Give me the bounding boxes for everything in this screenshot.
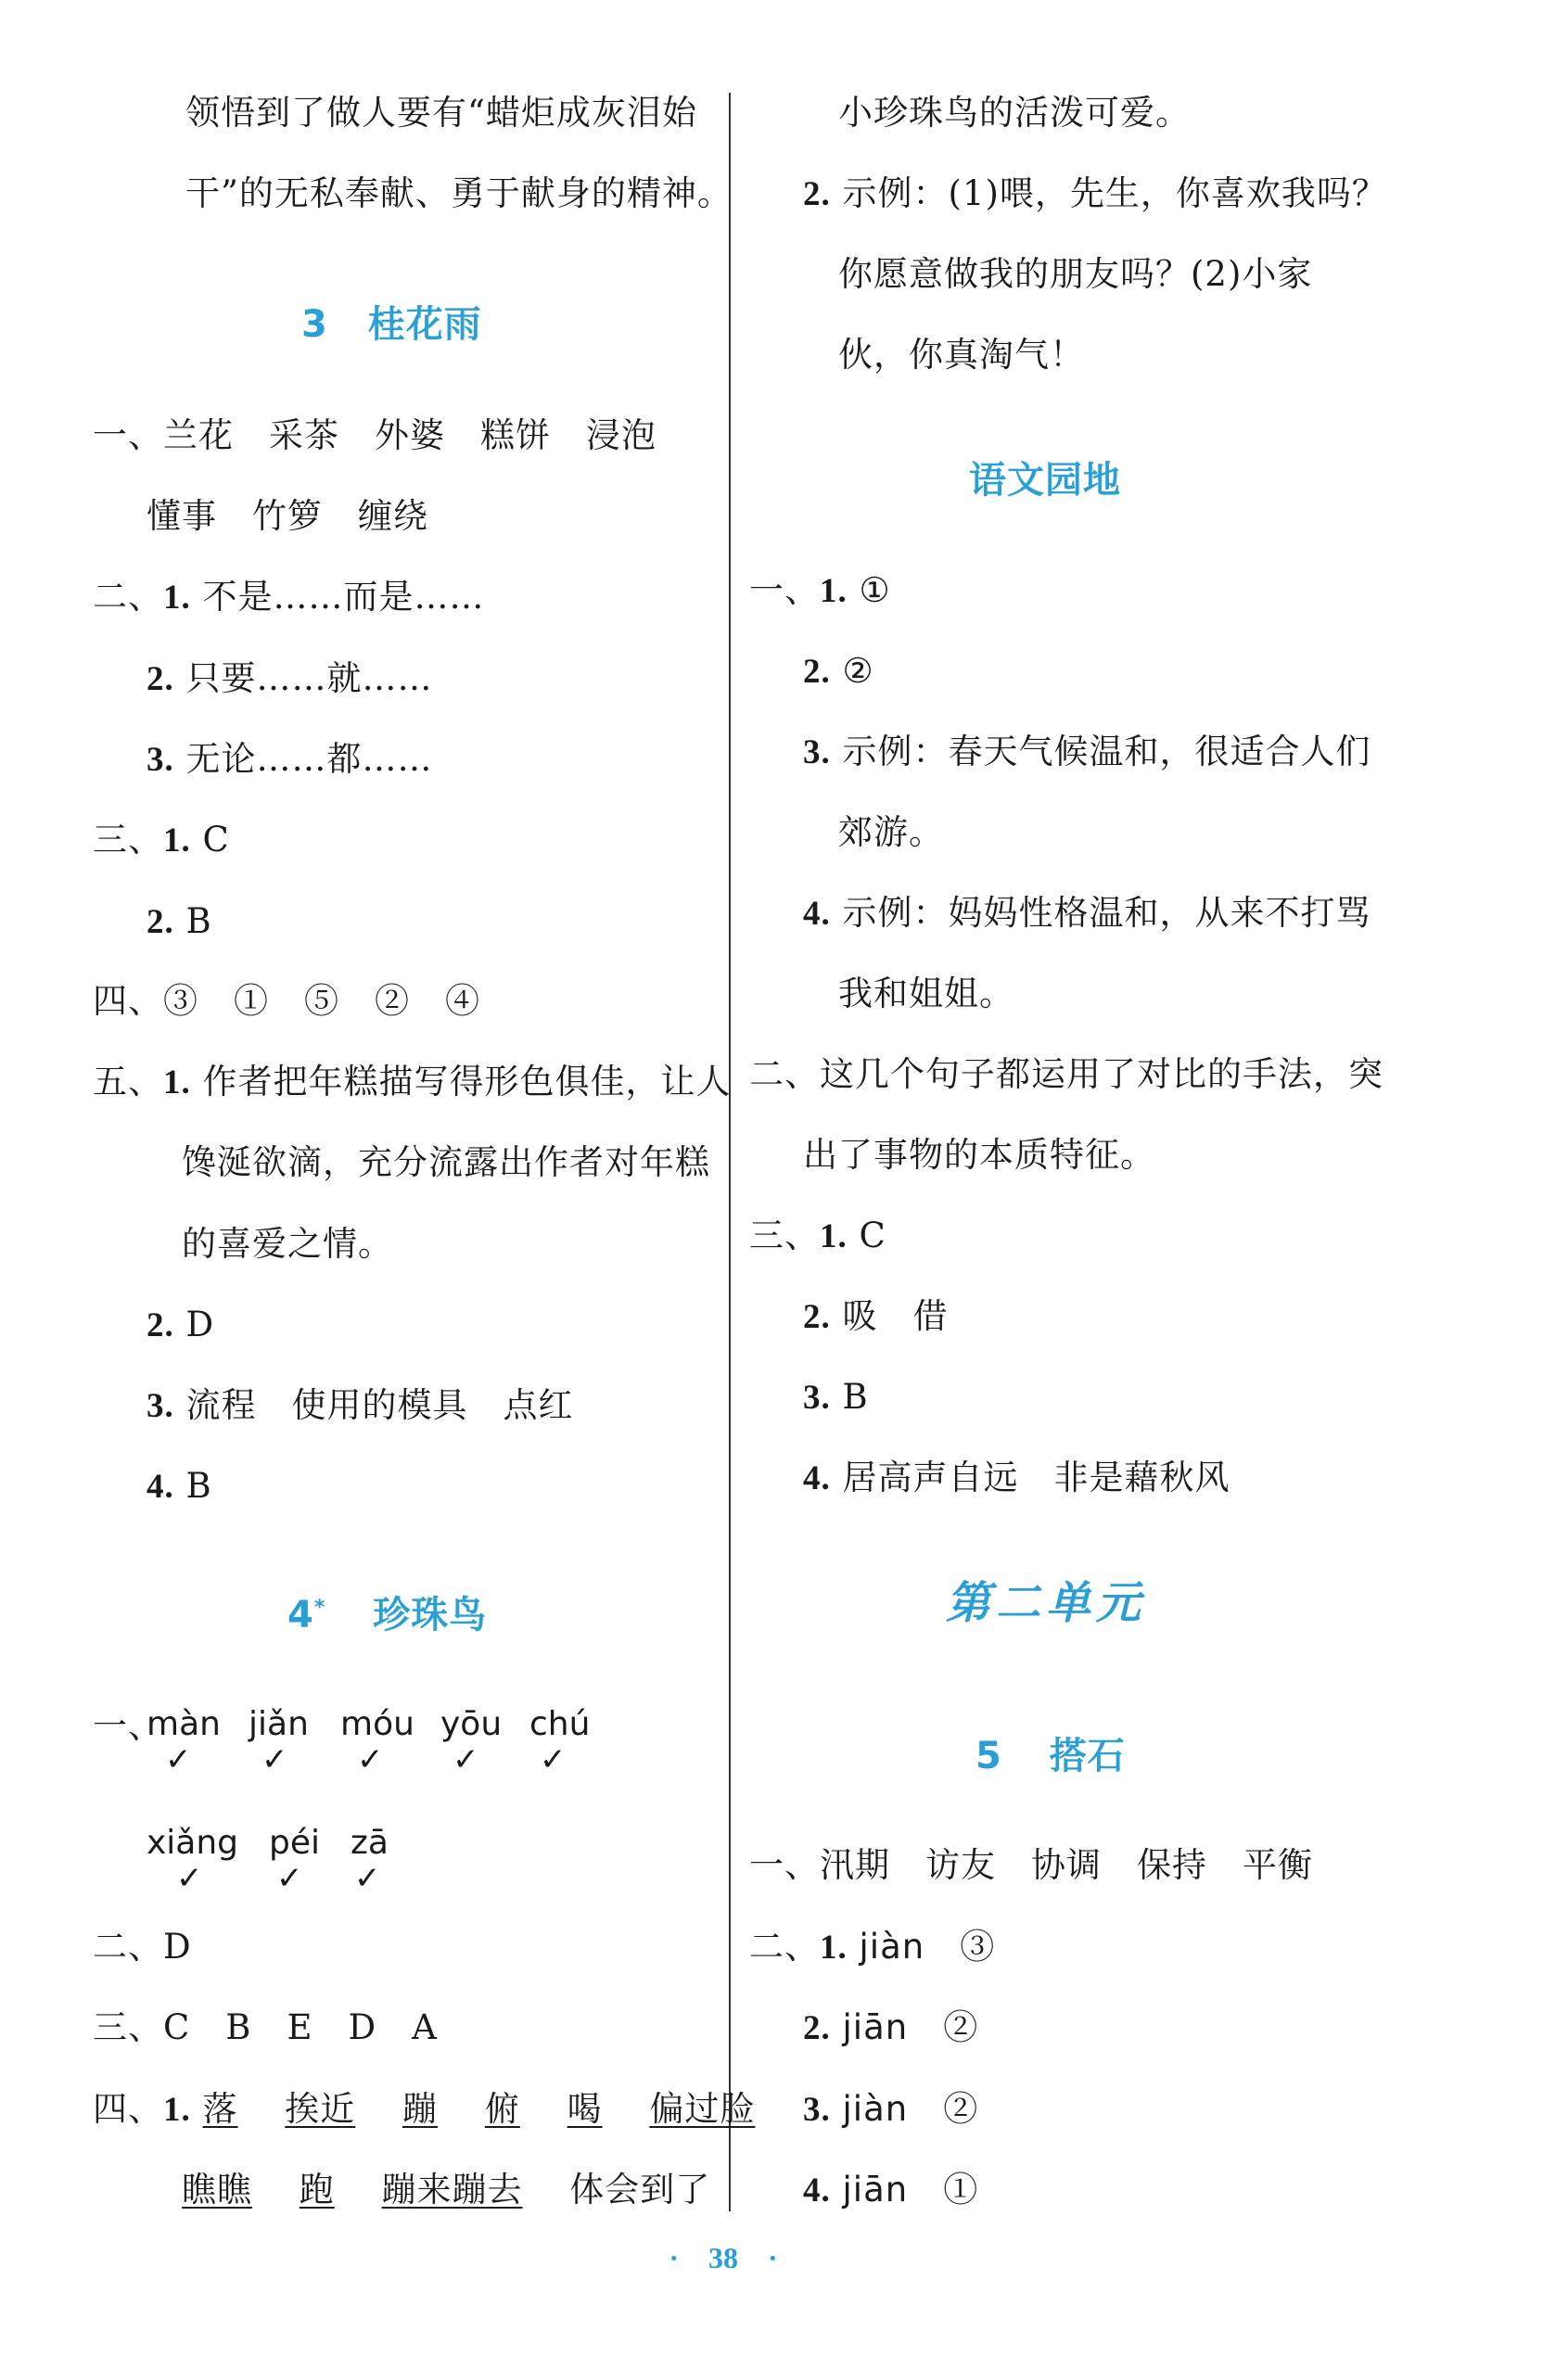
underlined-word: 瞧瞧 xyxy=(182,2170,252,2210)
l3-s5-item-2: 2. D xyxy=(147,1305,215,1344)
lesson-4-star: * xyxy=(313,1596,326,1620)
underlined-word: 挨近 xyxy=(285,2089,356,2129)
l3-s5-item-1-line-1: 五、1. 作者把年糕描写得形色俱佳，让人 xyxy=(93,1062,732,1102)
l3-s5-item-3: 3. 流程 使用的模具 点红 xyxy=(147,1385,574,1425)
garden-s3-item-4: 4. 居高声自远 非是藉秋风 xyxy=(803,1458,1230,1497)
check-mark: ✓ xyxy=(357,1741,384,1778)
lesson-4-title: 珍珠鸟 xyxy=(373,1594,488,1636)
l3-s2-item-2: 2. 只要……就…… xyxy=(147,658,433,698)
underlined-word: 跑 xyxy=(299,2170,335,2210)
l4-pinyin-1: màn xyxy=(147,1705,221,1743)
lesson-3-number: 3 xyxy=(301,303,328,346)
l4-s4-item-2-line-2: 你愿意做我的朋友吗？(2)小家 xyxy=(838,254,1313,294)
l3-s3-item-2: 2. B xyxy=(147,901,212,941)
lesson-3-heading xyxy=(301,295,482,348)
l4-s2: 二、D xyxy=(93,1927,192,1967)
l3-s3-item-1: 三、1. C xyxy=(93,820,230,860)
check-mark: ✓ xyxy=(354,1860,381,1897)
garden-s3-item-2: 2. 吸 借 xyxy=(803,1296,949,1336)
l3-s2-item-3: 3. 无论……都…… xyxy=(147,739,433,779)
lesson-3-title: 桂花雨 xyxy=(367,303,482,346)
intro-line-2: 干”的无私奉献、勇于献身的精神。 xyxy=(185,173,733,213)
check-mark: ✓ xyxy=(261,1741,288,1778)
underlined-word: 落 xyxy=(202,2089,238,2129)
l3-s5-item-4: 4. B xyxy=(147,1466,212,1506)
l4-s4-line-2: 瞧瞧 跑 蹦来蹦去 体会到了 xyxy=(182,2170,711,2210)
l5-s2-item-1: 二、1. jiàn ③ xyxy=(749,1927,996,1967)
chinese-garden-heading: 语文园地 xyxy=(969,459,1121,502)
check-mark: ✓ xyxy=(176,1860,203,1897)
l4-s4-line-1: 四、1. 落 挨近 蹦 俯 喝 偏过脸 xyxy=(93,2089,756,2129)
right-continuation: 小珍珠鸟的活泼可爱。 xyxy=(838,93,1191,133)
garden-s1-item-4-line-1: 4. 示例：妈妈性格温和，从来不打骂 xyxy=(803,893,1371,933)
l4-pinyin-3: móu xyxy=(340,1705,414,1743)
lesson-5-title: 搭石 xyxy=(1049,1735,1126,1777)
l5-s2-item-4: 4. jiān ① xyxy=(803,2170,979,2210)
garden-s1-item-4-line-2: 我和姐姐。 xyxy=(838,974,1014,1013)
unit-2-heading: 第二单元 xyxy=(946,1577,1147,1629)
garden-s1-item-1: 一、1. ① xyxy=(749,570,891,610)
l4-pinyin-4: yōu xyxy=(440,1705,503,1743)
garden-s1-item-2: 2. ② xyxy=(803,651,874,691)
l4-pinyin-2: jiǎn xyxy=(249,1705,309,1743)
underlined-word: 俯 xyxy=(484,2089,520,2129)
check-mark: ✓ xyxy=(165,1741,192,1778)
l3-s2-item-1: 二、1. 不是……而是…… xyxy=(93,577,485,617)
check-mark: ✓ xyxy=(276,1860,303,1897)
l5-s2-item-3: 3. jiàn ② xyxy=(803,2089,979,2129)
check-mark: ✓ xyxy=(453,1741,479,1778)
underlined-word: 蹦来蹦去 xyxy=(381,2170,523,2210)
underlined-word: 偏过脸 xyxy=(649,2089,756,2129)
l4-pinyin-6: xiǎng xyxy=(147,1824,239,1862)
page-number: · 38 · xyxy=(669,2241,778,2274)
l4-s4-item-2-line-1: 2. 示例：(1)喂，先生，你喜欢我吗？ xyxy=(803,173,1387,213)
garden-s2-line-1: 二、这几个句子都运用了对比的手法，突 xyxy=(749,1054,1383,1094)
underlined-word: 喝 xyxy=(567,2089,603,2129)
check-mark: ✓ xyxy=(540,1741,567,1778)
l4-pinyin-8: zā xyxy=(351,1824,389,1862)
l3-s4: 四、③ ① ⑤ ② ④ xyxy=(93,981,480,1021)
intro-line-1: 领悟到了做人要有“蜡炬成灰泪始 xyxy=(185,93,697,133)
l3-s1-line-1: 一、兰花 采茶 外婆 糕饼 浸泡 xyxy=(93,415,657,455)
garden-s2-line-2: 出了事物的本质特征。 xyxy=(803,1135,1155,1175)
l3-s1-line-2: 懂事 竹箩 缠绕 xyxy=(147,496,428,536)
l3-s5-item-1-line-2: 馋涎欲滴，充分流露出作者对年糕 xyxy=(182,1142,710,1182)
lesson-5-number: 5 xyxy=(975,1735,1002,1777)
garden-s3-item-1: 三、1. C xyxy=(749,1216,886,1255)
garden-s3-item-3: 3. B xyxy=(803,1377,869,1417)
lesson-5-heading xyxy=(975,1726,1126,1779)
lesson-4-heading xyxy=(287,1586,487,1638)
lesson-4-number: 4 xyxy=(287,1594,314,1636)
l4-s1-label: 一、 xyxy=(93,1706,163,1746)
garden-s1-item-3-line-1: 3. 示例：春天气候温和，很适合人们 xyxy=(803,732,1371,771)
l3-s5-item-1-line-3: 的喜爱之情。 xyxy=(182,1224,393,1264)
garden-s1-item-3-line-2: 郊游。 xyxy=(838,812,944,852)
underlined-word: 蹦 xyxy=(402,2089,439,2129)
l5-s2-item-2: 2. jiān ② xyxy=(803,2007,979,2047)
l5-s1: 一、汛期 访友 协调 保持 平衡 xyxy=(749,1845,1313,1885)
l4-pinyin-5: chú xyxy=(529,1705,591,1743)
l4-s4-item-2-line-3: 伙，你真淘气！ xyxy=(838,335,1085,375)
l4-s3: 三、C B E D A xyxy=(93,2007,438,2047)
column-divider xyxy=(729,93,731,2211)
l4-pinyin-7: péi xyxy=(269,1824,321,1862)
